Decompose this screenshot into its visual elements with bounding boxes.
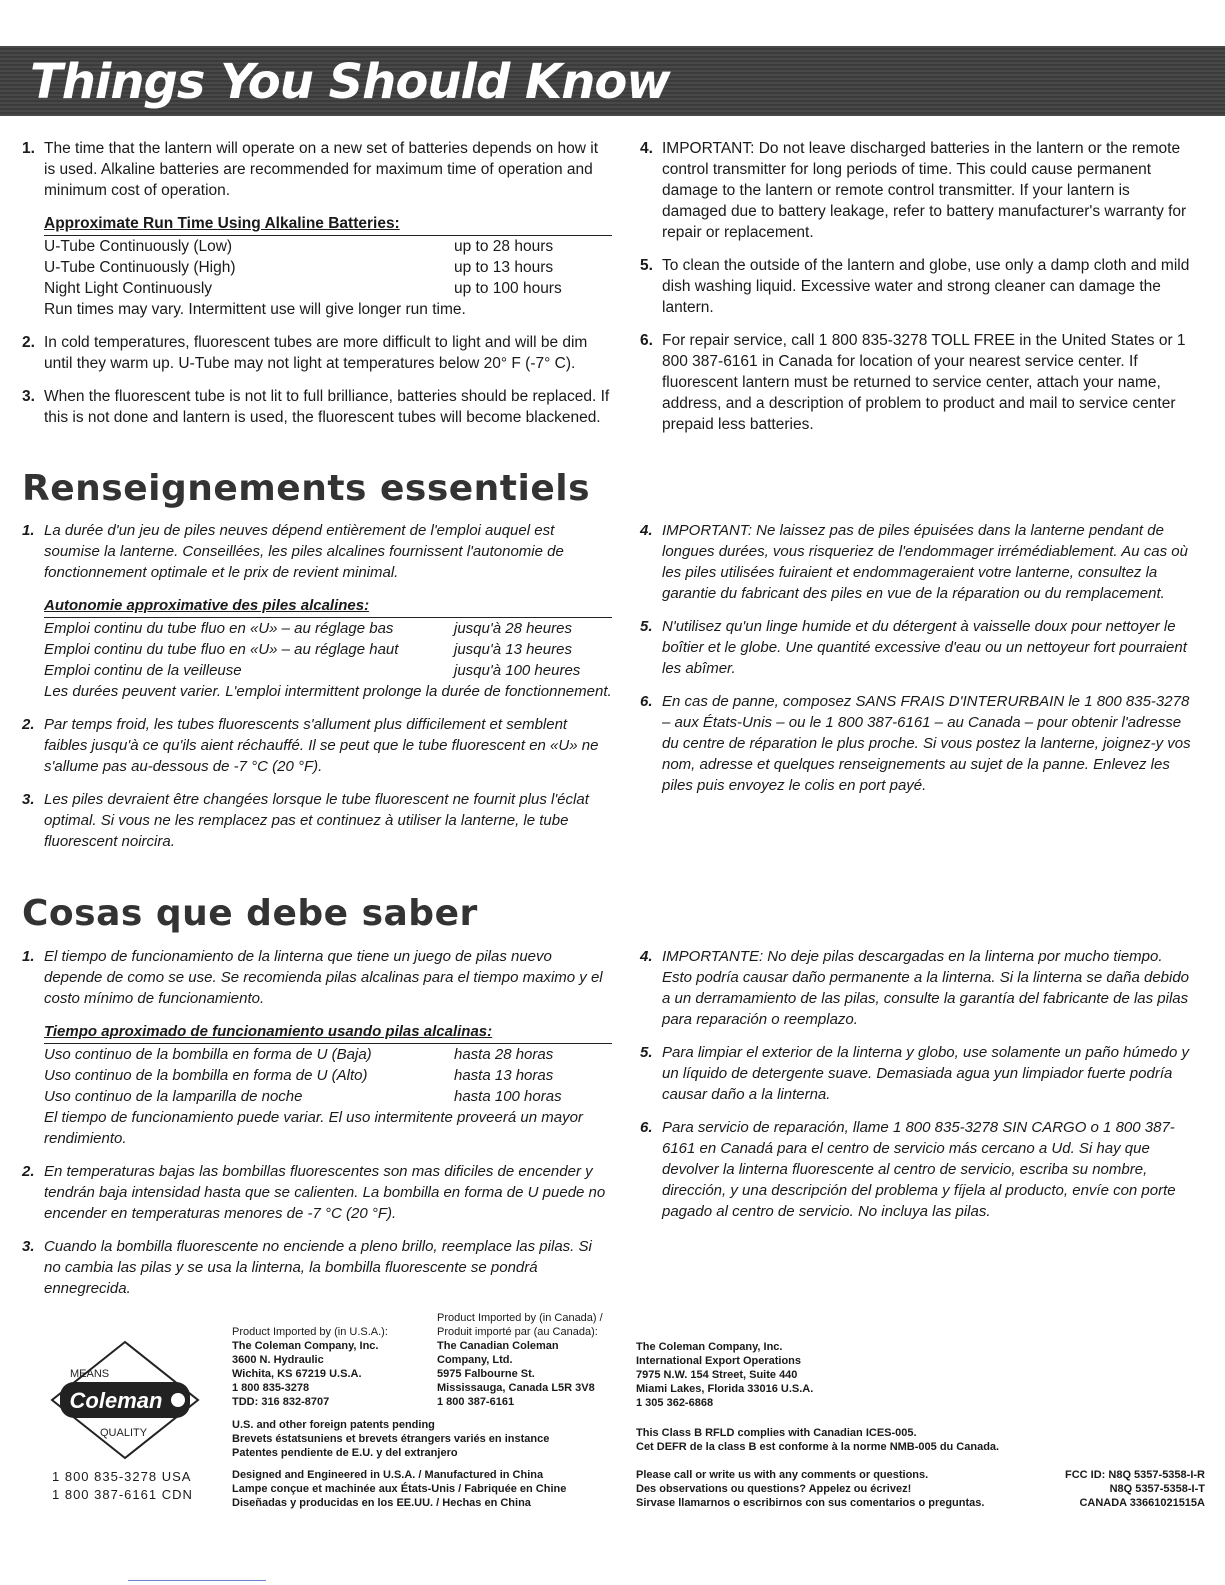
en-item-1: 1. The time that the lantern will operate on a new set of batteries depends on how it is used. Alkaline batteries are recommended for maximum time of operation and minimum cost of operation. — [22, 140, 599, 199]
es-item-6: 6. Para servicio de reparación, llame 1 800 835-3278 SIN CARGO o 1 800 387-6161 en Canadá para el centro de servicio más cercano a Ud. Si hay que devolver la linterna fluorescente al centro de servicio, escriba su nombre, dirección, y una descripción del problema y fíjela al producto, envíe con porte pagado al centro de servicio. No incluya las pilas. — [640, 1119, 1176, 1220]
table-row: Night Light Continuously up to 100 hours — [44, 280, 562, 297]
table-note: El tiempo de funcionamiento puede variar. El uso intermitente proveerá un mayor rendimiento. — [44, 1109, 583, 1147]
table-row: U-Tube Continuously (Low) up to 28 hours — [44, 238, 554, 255]
page-title: Things You Should Know — [30, 54, 670, 110]
es-runtime-table — [44, 1021, 612, 1149]
table-note: Les durées peuvent varier. L'emploi intermittent prolonge la durée de fonctionnement. — [44, 683, 612, 700]
fr-runtime-table — [44, 595, 612, 702]
en-item-5: 5. To clean the outside of the lantern and globe, use only a damp cloth and mild dish washing liquid. Excessive water and strong cleaner can damage the lantern. — [640, 257, 1190, 316]
table-row: Uso continuo de la bombilla en forma de U (Alto) hasta 13 horas — [44, 1067, 554, 1084]
es-item-5: 5. Para limpiar el exterior de la linterna y globo, use solamente un paño húmedo y un líquido de detergente suave. Demasiada agua yun limpiador fuerte podría causar daño a la linterna. — [640, 1044, 1189, 1103]
en-left-column — [22, 138, 612, 440]
es-item-3: 3. Cuando la bombilla fluorescente no enciende a pleno brillo, reemplace las pilas. Si no cambia las pilas y se usa la linterna, la bombilla fluorescente se pondrá ennegrecida. — [22, 1238, 592, 1297]
us-importer: Product Imported by (in U.S.A.): The Coleman Company, Inc. 3600 N. Hydraulic Wichita, KS 67219 U.S.A. 1 800 835-3278 TDD: 316 832-8707 — [232, 1326, 388, 1408]
support-phones: 1 800 835-3278 USA 1 800 387-6161 CDN — [52, 1469, 193, 1502]
en-item-4: 4. IMPORTANT: Do not leave discharged batteries in the lantern or the remote control transmitter for long periods of time. This could cause permanent damage to the lantern or remote control transmitter. If your lantern is damaged due to battery leakage, refer to battery manufacturer's warranty for repair or replacement. — [640, 140, 1187, 241]
rfld-compliance: This Class B RFLD complies with Canadian ICES-005. Cet DEFR de la class B est conforme à la norme NMB-005 du Canada. — [636, 1427, 1000, 1453]
international-office: The Coleman Company, Inc. International Export Operations 7975 N.W. 154 Street, Suite 440 Miami Lakes, Florida 33016 U.S.A. 1 305 362-6868 — [636, 1341, 814, 1409]
fr-item-4: 4. IMPORTANT: Ne laissez pas de piles épuisées dans la lanterne pendant de longues durées, vous risqueriez de l'endommager irrémédiablement. Au cas où les piles utilisées fuiraient et endommageraient votre lanterne, consultez la garantie du fabricant des piles en vue de la réparation ou du remplacement. — [640, 522, 1188, 602]
es-left-column — [22, 946, 612, 1311]
en-item-6: 6. For repair service, call 1 800 835-3278 TOLL FREE in the United States or 1 800 387-6161 in Canada for location of your nearest service center. If fluorescent lantern must be returned to service center, attach your name, address, and a description of problem to product and mail to service center prepaid less batteries. — [640, 332, 1186, 433]
fr-item-2: 2. Par temps froid, les tubes fluorescents s'allument plus difficilement et semblent faibles jusqu'à ce qu'ils aient réchauffé. Il se peut que le tube fluorescent en «U» ne s'allume pas au-dessous de -7 °C (20 °F). — [22, 716, 599, 775]
logo-lantern-icon — [171, 1393, 185, 1407]
certification-ids: FCC ID: N8Q 5357-5358-I-R N8Q 5357-5358-I-T CANADA 33661021515A — [1065, 1469, 1205, 1509]
en-item-2: 2. In cold temperatures, fluorescent tubes are more difficult to light and will be dim until they warm up. U-Tube may not light at temperatures below 20° F (-7° C). — [22, 334, 588, 372]
spanish-section-title: Cosas que debe saber — [22, 893, 478, 934]
patents-notice: U.S. and other foreign patents pending Brevets éstatsuniens et brevets étrangers variés en instance Patentes pendiente de E.U. y del extranjero — [232, 1419, 550, 1459]
en-right-column — [640, 138, 1195, 447]
fr-item-3: 3. Les piles devraient être changées lorsque le tube fluorescent ne fournit plus l'éclat optimal. Si vous ne les remplacez pas et continuez à utiliser la lanterne, le tube fluorescent noircira. — [22, 791, 589, 850]
fr-right-column — [640, 520, 1195, 808]
manufacturing-notice: Designed and Engineered in U.S.A. / Manufactured in China Lampe conçue et machinée aux États-Unis / Fabriquée en Chine Diseñadas y producidas en los EE.UU. / Hechas en China — [232, 1469, 567, 1509]
table-note: Run times may vary. Intermittent use will give longer run time. — [44, 301, 466, 318]
es-item-2: 2. En temperaturas bajas las bombillas fluorescentes son mas dificiles de encender y tendrán baja intensidad hasta que se calienten. La bombilla en forma de U puede no encender en temperaturas menores de -7 °C (20 °F). — [22, 1163, 606, 1222]
table-heading: Autonomie approximative des piles alcalines: — [44, 595, 612, 618]
comments-request: Please call or write us with any comments or questions. Des observations ou questions? Appelez ou écrivez! Sirvase llamarnos o escribirnos con sus comentarios o preguntas. — [636, 1469, 985, 1509]
table-row: Uso continuo de la bombilla en forma de U (Baja) hasta 28 horas — [44, 1046, 554, 1063]
logo-top-text: MEANS — [70, 1368, 110, 1380]
fr-item-5: 5. N'utilisez qu'un linge humide et du détergent à vaisselle doux pour nettoyer le boîtier et le globe. Une quantité excessive d'eau ou un nettoyeur fort pourraient les abîmer. — [640, 618, 1187, 677]
table-row: Emploi continu du tube fluo en «U» – au réglage bas jusqu'à 28 heures — [44, 620, 572, 637]
coleman-logo — [50, 1340, 200, 1460]
logo-bottom-text: QUALITY — [100, 1427, 148, 1439]
es-item-4: 4. IMPORTANTE: No deje pilas descargadas en la linterna por mucho tiempo. Esto podría causar daño permanente a la linterna. Si la linterna se daña debido a un derramamiento de las pilas, consulte la garantía del fabricante de las pilas para reparación o reemplazo. — [640, 948, 1190, 1028]
logo-brand-text: Coleman — [69, 1388, 163, 1413]
canada-importer: Product Imported by (in Canada) / Produit importé par (au Canada): The Canadian Coleman Company, Ltd. 5975 Falbourne St. Mississauga, Canada L5R 3V8 1 800 387-6161 — [437, 1312, 603, 1408]
fr-left-column — [22, 520, 612, 864]
fr-item-1: 1. La durée d'un jeu de piles neuves dépend entièrement de l'emploi auquel est soumise la lanterne. Conseillées, les piles alcalines fournissent l'autonomie de fonctionnement optimale et le prix de revient minimal. — [22, 522, 564, 581]
fr-item-6: 6. En cas de panne, composez SANS FRAIS D'INTERURBAIN le 1 800 835-3278 – aux États-Unis – ou le 1 800 387-6161 – au Canada – pour obtenir l'adresse du centre de réparation le plus proche. Si vous postez la lanterne, joignez-y vos nom, adresse et quelques renseignements au sujet de la panne. Enlevez les piles puis envoyez le colis en port payé. — [640, 693, 1191, 794]
table-row: Emploi continu du tube fluo en «U» – au réglage haut jusqu'à 13 heures — [44, 641, 572, 658]
table-row: Uso continuo de la lamparilla de noche hasta 100 horas — [44, 1088, 562, 1105]
es-item-1: 1. El tiempo de funcionamiento de la linterna que tiene un juego de pilas nuevo depende de como se use. Se recomienda pilas alcalinas para el tiempo maximo y el costo mínimo de funcionamiento. — [22, 948, 603, 1007]
table-row: U-Tube Continuously (High) up to 13 hours — [44, 259, 554, 276]
header-banner — [0, 46, 1225, 116]
en-runtime-table — [44, 213, 612, 320]
table-heading: Approximate Run Time Using Alkaline Batteries: — [44, 213, 612, 236]
table-row: Emploi continu de la veilleuse jusqu'à 100 heures — [44, 662, 581, 679]
es-right-column — [640, 946, 1195, 1234]
table-heading: Tiempo aproximado de funcionamiento usando pilas alcalinas: — [44, 1021, 612, 1044]
en-item-3: 3. When the fluorescent tube is not lit to full brilliance, batteries should be replaced. If this is not done and lantern is used, the fluorescent tubes will become blackened. — [22, 388, 610, 426]
underline-mark — [128, 1580, 266, 1581]
french-section-title: Renseignements essentiels — [22, 468, 591, 509]
